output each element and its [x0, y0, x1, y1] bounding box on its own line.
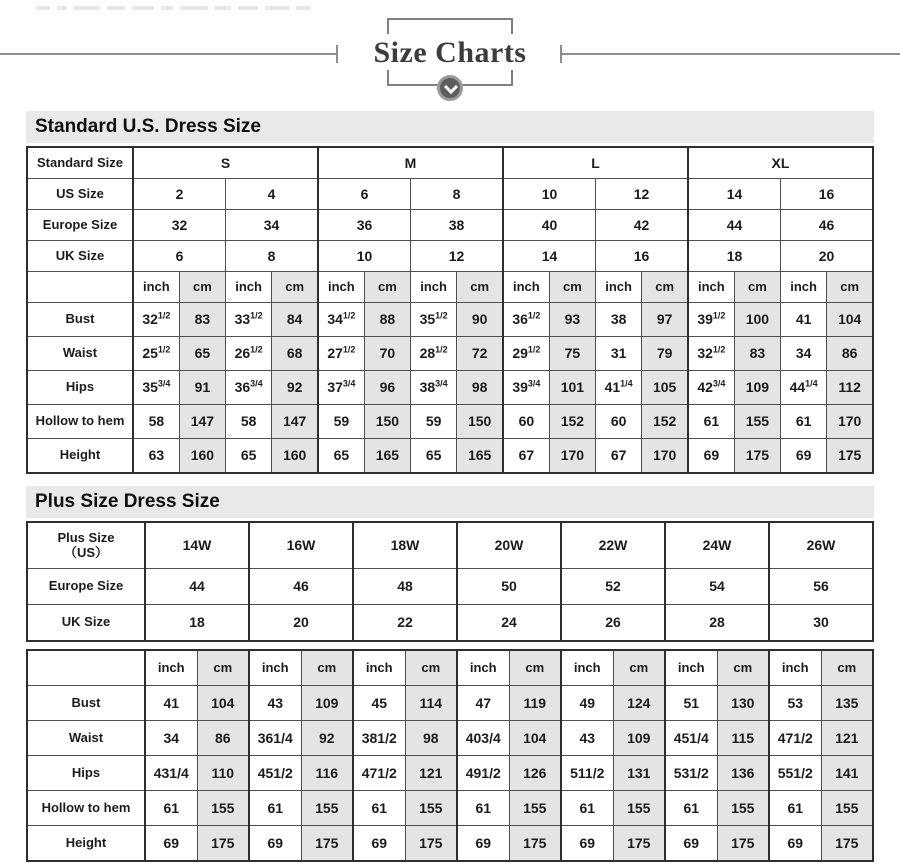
inch-value-cell: 431/4 [145, 756, 197, 791]
cm-value-cell: 84 [272, 303, 318, 337]
standard-table [26, 146, 874, 474]
cm-value-cell: 104 [827, 303, 873, 337]
size-value-cell: 20 [781, 241, 874, 272]
inch-value-cell: $42^{3/4}$ [688, 371, 734, 405]
inch-value-cell: 41 [145, 686, 197, 721]
group-size-cell: XL [688, 147, 873, 179]
row-label: Bust [27, 686, 145, 721]
size-value-cell: 14 [688, 179, 781, 210]
group-size-cell: 26W [769, 522, 873, 569]
unit-cm-cell: cm [827, 272, 873, 303]
inch-value-cell: 60 [503, 405, 549, 439]
cm-value-cell: 155 [197, 791, 249, 826]
cm-value-cell: 155 [821, 791, 873, 826]
unit-inch-cell: inch [133, 272, 179, 303]
size-value-cell: 56 [769, 569, 873, 605]
inch-value-cell: 471/2 [353, 756, 405, 791]
unit-row [27, 650, 873, 686]
cm-value-cell: 175 [827, 439, 873, 474]
size-value-cell: 26 [561, 605, 665, 642]
cm-value-cell: 98 [405, 721, 457, 756]
inch-value-cell: 61 [145, 791, 197, 826]
size-value-cell: 48 [353, 569, 457, 605]
size-value-cell: 30 [769, 605, 873, 642]
group-size-cell: 20W [457, 522, 561, 569]
row-label: Bust [27, 303, 133, 337]
inch-value-cell: $33^{1/2}$ [226, 303, 272, 337]
size-value-cell: 12 [596, 179, 689, 210]
cm-value-cell: 175 [613, 826, 665, 862]
cm-value-cell: 175 [509, 826, 561, 862]
cm-value-cell: 91 [179, 371, 225, 405]
cm-value-cell: 170 [549, 439, 595, 474]
cm-value-cell: 79 [642, 337, 688, 371]
cm-value-cell: 160 [179, 439, 225, 474]
inch-value-cell: 69 [688, 439, 734, 474]
row-label: Waist [27, 337, 133, 371]
size-value-cell: 16 [781, 179, 874, 210]
inch-value-cell: $37^{3/4}$ [318, 371, 364, 405]
measure-row [27, 439, 873, 474]
inch-value-cell: 60 [596, 405, 642, 439]
inch-value-cell: 58 [133, 405, 179, 439]
inch-value-cell: 61 [769, 791, 821, 826]
cm-value-cell: 136 [717, 756, 769, 791]
inch-value-cell: 58 [226, 405, 272, 439]
size-value-cell: 8 [226, 241, 319, 272]
plus-table-gap [26, 642, 874, 649]
size-charts-header [0, 6, 900, 102]
measure-row [27, 371, 873, 405]
unit-cm-cell: cm [549, 272, 595, 303]
group-size-cell: 22W [561, 522, 665, 569]
empty-corner-cell [27, 650, 145, 686]
unit-cm-cell: cm [364, 272, 410, 303]
inch-value-cell: 69 [249, 826, 301, 862]
inch-value-cell: $32^{1/2}$ [133, 303, 179, 337]
inch-value-cell: 59 [318, 405, 364, 439]
row-label: Hollow to hem [27, 405, 133, 439]
cm-value-cell: 150 [364, 405, 410, 439]
unit-inch-cell: inch [781, 272, 827, 303]
cm-value-cell: 105 [642, 371, 688, 405]
cm-value-cell: 175 [301, 826, 353, 862]
size-value-cell: 16 [596, 241, 689, 272]
size-value-cell: 18 [145, 605, 249, 642]
size-value-cell: 32 [133, 210, 226, 241]
cm-value-cell: 155 [405, 791, 457, 826]
cm-value-cell: 155 [301, 791, 353, 826]
group-size-cell: S [133, 147, 318, 179]
plus-size-measure-table [26, 649, 874, 862]
size-value-cell: 6 [133, 241, 226, 272]
size-value-cell: 42 [596, 210, 689, 241]
inch-value-cell: $27^{1/2}$ [318, 337, 364, 371]
inch-value-cell: 69 [145, 826, 197, 862]
cm-value-cell: 110 [197, 756, 249, 791]
unit-inch-cell: inch [226, 272, 272, 303]
cm-value-cell: 115 [717, 721, 769, 756]
cm-value-cell: 109 [301, 686, 353, 721]
group-size-cell: 14W [145, 522, 249, 569]
plus-size-section [26, 486, 874, 862]
cm-value-cell: 155 [717, 791, 769, 826]
cm-value-cell: 175 [405, 826, 457, 862]
cm-value-cell: 165 [457, 439, 503, 474]
size-value-cell: 38 [411, 210, 504, 241]
cm-value-cell: 121 [405, 756, 457, 791]
size-value-cell: 34 [226, 210, 319, 241]
group-size-cell: 16W [249, 522, 353, 569]
size-value-cell: 46 [249, 569, 353, 605]
inch-value-cell: $39^{1/2}$ [688, 303, 734, 337]
inch-value-cell: 69 [769, 826, 821, 862]
inch-value-cell: $36^{1/2}$ [503, 303, 549, 337]
row-label: US Size [27, 179, 133, 210]
cm-value-cell: 72 [457, 337, 503, 371]
inch-value-cell: 69 [457, 826, 509, 862]
row-label: Height [27, 826, 145, 862]
cm-value-cell: 152 [642, 405, 688, 439]
cm-value-cell: 101 [549, 371, 595, 405]
inch-value-cell: 511/2 [561, 756, 613, 791]
cm-value-cell: 109 [734, 371, 780, 405]
inch-value-cell: 69 [665, 826, 717, 862]
cm-value-cell: 92 [272, 371, 318, 405]
size-value-cell: 44 [688, 210, 781, 241]
unit-inch-cell: inch [665, 650, 717, 686]
measure-row [27, 756, 873, 791]
cm-value-cell: 104 [509, 721, 561, 756]
cm-value-cell: 88 [364, 303, 410, 337]
cm-value-cell: 114 [405, 686, 457, 721]
inch-value-cell: 47 [457, 686, 509, 721]
cm-value-cell: 147 [272, 405, 318, 439]
plus-size-header-table [26, 521, 874, 642]
cm-value-cell: 116 [301, 756, 353, 791]
row-label: Height [27, 439, 133, 474]
standard-size-group-row [27, 147, 873, 179]
header-bracket-top [387, 18, 513, 34]
unit-row [27, 272, 873, 303]
corner-cell: Plus Size （US） [27, 522, 145, 569]
unit-cm-cell: cm [197, 650, 249, 686]
row-label: Hips [27, 371, 133, 405]
cm-value-cell: 170 [827, 405, 873, 439]
inch-value-cell: 63 [133, 439, 179, 474]
size-row [27, 210, 873, 241]
inch-value-cell: 65 [411, 439, 457, 474]
cm-value-cell: 97 [642, 303, 688, 337]
inch-value-cell: $26^{1/2}$ [226, 337, 272, 371]
inch-value-cell: 53 [769, 686, 821, 721]
unit-inch-cell: inch [411, 272, 457, 303]
inch-value-cell: $25^{1/2}$ [133, 337, 179, 371]
size-value-cell: 24 [457, 605, 561, 642]
row-label: Europe Size [27, 569, 145, 605]
unit-inch-cell: inch [318, 272, 364, 303]
inch-value-cell: 41 [781, 303, 827, 337]
inch-value-cell: 38 [596, 303, 642, 337]
size-value-cell: 36 [318, 210, 411, 241]
cm-value-cell: 135 [821, 686, 873, 721]
cm-value-cell: 83 [179, 303, 225, 337]
unit-cm-cell: cm [734, 272, 780, 303]
inch-value-cell: 34 [781, 337, 827, 371]
size-value-cell: 54 [665, 569, 769, 605]
unit-cm-cell: cm [301, 650, 353, 686]
inch-value-cell: $36^{3/4}$ [226, 371, 272, 405]
cm-value-cell: 141 [821, 756, 873, 791]
inch-value-cell: 49 [561, 686, 613, 721]
inch-value-cell: 531/2 [665, 756, 717, 791]
cm-value-cell: 160 [272, 439, 318, 474]
cm-value-cell: 96 [364, 371, 410, 405]
cm-value-cell: 165 [364, 439, 410, 474]
size-value-cell: 22 [353, 605, 457, 642]
unit-cm-cell: cm [179, 272, 225, 303]
size-value-cell: 10 [318, 241, 411, 272]
size-value-cell: 14 [503, 241, 596, 272]
cm-value-cell: 112 [827, 371, 873, 405]
standard-size-table [26, 146, 874, 474]
inch-value-cell: 451/2 [249, 756, 301, 791]
inch-value-cell: 43 [561, 721, 613, 756]
unit-cm-cell: cm [272, 272, 318, 303]
cm-value-cell: 100 [734, 303, 780, 337]
inch-value-cell: 451/4 [665, 721, 717, 756]
unit-inch-cell: inch [145, 650, 197, 686]
empty-corner-cell [27, 272, 133, 303]
unit-inch-cell: inch [457, 650, 509, 686]
unit-inch-cell: inch [249, 650, 301, 686]
inch-value-cell: $39^{3/4}$ [503, 371, 549, 405]
inch-value-cell: 31 [596, 337, 642, 371]
inch-value-cell: $35^{1/2}$ [411, 303, 457, 337]
size-value-cell: 2 [133, 179, 226, 210]
inch-value-cell: 51 [665, 686, 717, 721]
size-value-cell: 52 [561, 569, 665, 605]
size-value-cell: 12 [411, 241, 504, 272]
unit-inch-cell: inch [596, 272, 642, 303]
size-value-cell: 18 [688, 241, 781, 272]
inch-value-cell: 361/4 [249, 721, 301, 756]
cm-value-cell: 104 [197, 686, 249, 721]
inch-value-cell: 61 [353, 791, 405, 826]
cm-value-cell: 150 [457, 405, 503, 439]
cm-value-cell: 119 [509, 686, 561, 721]
group-size-cell: L [503, 147, 688, 179]
inch-value-cell: 403/4 [457, 721, 509, 756]
cm-value-cell: 126 [509, 756, 561, 791]
inch-value-cell: 34 [145, 721, 197, 756]
cm-value-cell: 98 [457, 371, 503, 405]
inch-value-cell: 471/2 [769, 721, 821, 756]
inch-value-cell: 61 [561, 791, 613, 826]
cm-value-cell: 75 [549, 337, 595, 371]
size-value-cell: 4 [226, 179, 319, 210]
size-value-cell: 6 [318, 179, 411, 210]
size-row [27, 241, 873, 272]
inch-value-cell: $34^{1/2}$ [318, 303, 364, 337]
corner-cell: Standard Size [27, 147, 133, 179]
row-label: UK Size [27, 605, 145, 642]
inch-value-cell: 69 [561, 826, 613, 862]
cm-value-cell: 109 [613, 721, 665, 756]
inch-value-cell: 61 [781, 405, 827, 439]
cm-value-cell: 175 [734, 439, 780, 474]
size-row [27, 179, 873, 210]
cm-value-cell: 175 [821, 826, 873, 862]
inch-value-cell: $32^{1/2}$ [688, 337, 734, 371]
inch-value-cell: $38^{3/4}$ [411, 371, 457, 405]
size-value-cell: 40 [503, 210, 596, 241]
row-label: Waist [27, 721, 145, 756]
cm-value-cell: 155 [613, 791, 665, 826]
cm-value-cell: 175 [717, 826, 769, 862]
cm-value-cell: 124 [613, 686, 665, 721]
size-value-cell: 46 [781, 210, 874, 241]
plus-size-group-row [27, 522, 873, 569]
cm-value-cell: 86 [197, 721, 249, 756]
measure-row [27, 826, 873, 862]
inch-value-cell: 551/2 [769, 756, 821, 791]
inch-value-cell: 65 [226, 439, 272, 474]
unit-cm-cell: cm [509, 650, 561, 686]
inch-value-cell: $35^{3/4}$ [133, 371, 179, 405]
inch-value-cell: 61 [457, 791, 509, 826]
inch-value-cell: 61 [665, 791, 717, 826]
cm-value-cell: 175 [197, 826, 249, 862]
cm-value-cell: 83 [734, 337, 780, 371]
cm-value-cell: 121 [821, 721, 873, 756]
cm-value-cell: 90 [457, 303, 503, 337]
unit-inch-cell: inch [561, 650, 613, 686]
inch-value-cell: 69 [781, 439, 827, 474]
cm-value-cell: 152 [549, 405, 595, 439]
size-row [27, 605, 873, 642]
inch-value-cell: $41^{1/4}$ [596, 371, 642, 405]
size-value-cell: 50 [457, 569, 561, 605]
cm-value-cell: 147 [179, 405, 225, 439]
measure-row [27, 721, 873, 756]
inch-value-cell: 491/2 [457, 756, 509, 791]
chevron-down-circle-icon [437, 75, 463, 101]
cm-value-cell: 86 [827, 337, 873, 371]
unit-cm-cell: cm [613, 650, 665, 686]
group-size-cell: 18W [353, 522, 457, 569]
plus-measure-table [26, 649, 874, 862]
unit-inch-cell: inch [503, 272, 549, 303]
group-size-cell: M [318, 147, 503, 179]
inch-value-cell: 61 [249, 791, 301, 826]
cm-value-cell: 68 [272, 337, 318, 371]
cm-value-cell: 70 [364, 337, 410, 371]
cm-value-cell: 170 [642, 439, 688, 474]
unit-cm-cell: cm [821, 650, 873, 686]
inch-value-cell: 61 [688, 405, 734, 439]
cm-value-cell: 155 [734, 405, 780, 439]
standard-section-title: Standard U.S. Dress Size [26, 111, 874, 143]
plus-header-table [26, 521, 874, 642]
size-row [27, 569, 873, 605]
row-label: Hips [27, 756, 145, 791]
cm-value-cell: 92 [301, 721, 353, 756]
measure-row [27, 337, 873, 371]
inch-value-cell: $28^{1/2}$ [411, 337, 457, 371]
size-value-cell: 20 [249, 605, 353, 642]
inch-value-cell: 69 [353, 826, 405, 862]
group-size-cell: 24W [665, 522, 769, 569]
measure-row [27, 405, 873, 439]
size-value-cell: 44 [145, 569, 249, 605]
page-title: Size Charts [373, 36, 527, 69]
inch-value-cell: $29^{1/2}$ [503, 337, 549, 371]
size-value-cell: 28 [665, 605, 769, 642]
unit-cm-cell: cm [717, 650, 769, 686]
standard-size-section [26, 111, 874, 474]
inch-value-cell: 43 [249, 686, 301, 721]
unit-cm-cell: cm [405, 650, 457, 686]
cm-value-cell: 130 [717, 686, 769, 721]
unit-cm-cell: cm [457, 272, 503, 303]
cm-value-cell: 65 [179, 337, 225, 371]
row-label: Europe Size [27, 210, 133, 241]
cm-value-cell: 131 [613, 756, 665, 791]
measure-row [27, 303, 873, 337]
cm-value-cell: 93 [549, 303, 595, 337]
inch-value-cell: 67 [596, 439, 642, 474]
size-value-cell: 10 [503, 179, 596, 210]
inch-value-cell: $44^{1/4}$ [781, 371, 827, 405]
unit-inch-cell: inch [769, 650, 821, 686]
inch-value-cell: 67 [503, 439, 549, 474]
measure-row [27, 791, 873, 826]
unit-inch-cell: inch [688, 272, 734, 303]
plus-section-title: Plus Size Dress Size [26, 486, 874, 518]
measure-row [27, 686, 873, 721]
unit-cm-cell: cm [642, 272, 688, 303]
inch-value-cell: 65 [318, 439, 364, 474]
unit-inch-cell: inch [353, 650, 405, 686]
inch-value-cell: 45 [353, 686, 405, 721]
row-label: Hollow to hem [27, 791, 145, 826]
cm-value-cell: 155 [509, 791, 561, 826]
inch-value-cell: 381/2 [353, 721, 405, 756]
inch-value-cell: 59 [411, 405, 457, 439]
size-value-cell: 8 [411, 179, 504, 210]
row-label: UK Size [27, 241, 133, 272]
